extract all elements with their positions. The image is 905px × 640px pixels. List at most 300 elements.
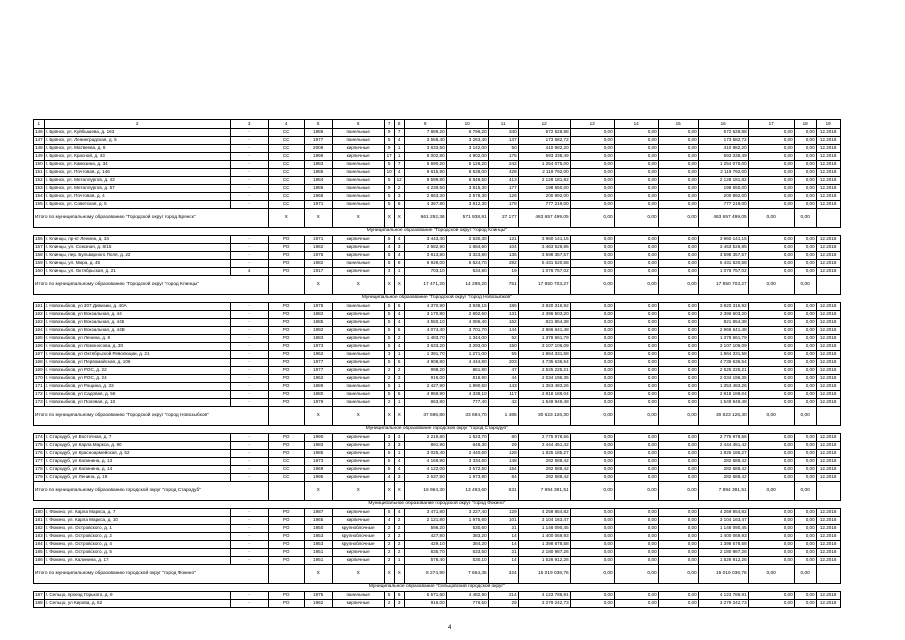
table-cell: 0,00 — [748, 201, 794, 209]
table-cell: 176 — [34, 450, 45, 458]
table-cell: 2 578,30 — [446, 193, 488, 201]
table-cell: 0,00 — [570, 509, 614, 517]
table-row — [34, 466, 841, 474]
table-cell: 182 — [34, 525, 45, 533]
table-cell: кирпичные — [332, 375, 384, 383]
table-cell: 0,00 — [658, 327, 698, 335]
table-cell: РО — [268, 244, 304, 252]
total-cell: 7 894 391,51 — [698, 482, 748, 501]
table-cell: 0,00 — [570, 367, 614, 375]
table-cell: 200 892,00 — [698, 193, 748, 201]
table-cell: 0,00 — [614, 391, 658, 399]
table-cell: 5 — [384, 303, 394, 311]
table-cell: г. Клинцы, ул. Союзная, д. 8/15 — [44, 244, 230, 252]
total-cell: 1 485 — [488, 407, 518, 426]
table-cell: 0,00 — [614, 600, 658, 608]
table-cell: 1 254 075,00 — [698, 161, 748, 169]
table-cell: 4 — [384, 244, 394, 252]
table-cell: 5 — [384, 450, 394, 458]
table-cell: 151 — [34, 169, 45, 177]
table-cell: 2 — [384, 399, 394, 407]
table-cell: 12.2018 — [816, 137, 840, 145]
table-cell: СС — [268, 145, 304, 153]
table-cell: кирпичные — [332, 517, 384, 525]
table-cell: 148 — [488, 458, 518, 466]
total-cell: X — [394, 209, 404, 228]
table-cell: - — [230, 185, 268, 193]
table-cell: - — [230, 375, 268, 383]
table-cell: 0,00 — [570, 466, 614, 474]
table-cell: 2 775 978,56 — [698, 434, 748, 442]
total-label: Итого по муниципальному образованию "Городской округ "город Клинцы" — [34, 276, 269, 295]
table-cell: 3 — [394, 434, 404, 442]
table-cell: РО — [268, 399, 304, 407]
table-cell: 1962 — [304, 351, 332, 359]
table-cell: РО — [268, 236, 304, 244]
table-cell: 428 — [488, 169, 518, 177]
table-cell: РО — [268, 549, 304, 557]
table-cell: РО — [268, 311, 304, 319]
table-cell: РО — [268, 592, 304, 600]
table-cell: 0,00 — [794, 311, 816, 319]
table-cell: 12.2018 — [816, 268, 840, 276]
table-cell: 0,00 — [614, 129, 658, 137]
table-row — [34, 525, 841, 533]
table-cell: 150 — [488, 343, 518, 351]
table-cell: 4 122,00 — [404, 466, 446, 474]
table-cell: 4 — [394, 343, 404, 351]
table-cell: 2 582,90 — [404, 244, 446, 252]
column-number-cell: 17 — [748, 120, 794, 129]
table-cell: 3 104 163,47 — [698, 517, 748, 525]
table-cell: г. Новозыбков, ул Вокзальная, д. 44В — [44, 327, 230, 335]
table-cell: 5 — [384, 592, 394, 600]
table-cell: панельные — [332, 137, 384, 145]
table-cell: 0,00 — [614, 549, 658, 557]
table-cell: 12.2018 — [816, 193, 840, 201]
table-cell: 0,00 — [570, 375, 614, 383]
total-cell: 463 657 499,05 — [518, 209, 570, 228]
total-cell: 15 019 036,76 — [518, 565, 570, 584]
table-cell: 12.2018 — [816, 557, 840, 565]
table-cell: 1985 — [304, 169, 332, 177]
total-cell — [816, 482, 840, 501]
table-cell: 0,00 — [658, 252, 698, 260]
table-cell: 777 219,00 — [698, 201, 748, 209]
table-cell: 0,00 — [570, 319, 614, 327]
table-row — [34, 303, 841, 311]
table-cell: 4 959,90 — [404, 391, 446, 399]
total-label: Итого по муниципальному образованию городской округ "город Стародуб" — [34, 482, 269, 501]
total-cell: 661 292,36 — [404, 209, 446, 228]
table-cell: кирпичные — [332, 367, 384, 375]
table-cell: 1 526 912,26 — [518, 557, 570, 565]
table-cell: 8 002,80 — [404, 153, 446, 161]
table-cell: 0,00 — [570, 327, 614, 335]
table-cell: 0,00 — [658, 335, 698, 343]
total-cell: 0,00 — [658, 209, 698, 228]
table-cell: 1 353 483,26 — [698, 383, 748, 391]
table-cell: 5 — [384, 509, 394, 517]
table-cell: 174 — [34, 434, 45, 442]
column-number-cell: 8 — [394, 120, 404, 129]
table-cell: 12.2018 — [816, 399, 840, 407]
total-cell: 7 664,35 — [446, 565, 488, 584]
column-number-cell: 4 — [268, 120, 304, 129]
table-cell: крупноблочные — [332, 525, 384, 533]
table-cell: 12.2018 — [816, 391, 840, 399]
table-cell: кирпичные — [332, 244, 384, 252]
total-cell: X — [384, 209, 394, 228]
table-cell: 162 — [34, 311, 45, 319]
table-cell: 0,00 — [794, 517, 816, 525]
table-cell: г. Новозыбков, ул Ленина, д. 8 — [44, 335, 230, 343]
table-row — [34, 351, 841, 359]
table-cell: 50 — [488, 145, 518, 153]
table-cell: 6 — [394, 592, 404, 600]
total-row — [34, 276, 841, 295]
table-cell: г. Новозыбков, ул Садовая, д. 56 — [44, 391, 230, 399]
table-cell: 0,00 — [658, 517, 698, 525]
table-cell: 1 — [394, 399, 404, 407]
table-cell: - — [230, 533, 268, 541]
table-cell: 3 323,80 — [446, 252, 488, 260]
table-cell: 0,00 — [794, 169, 816, 177]
table-cell: 2 — [384, 533, 394, 541]
table-cell: 148 — [34, 145, 45, 153]
table-cell: 172 — [34, 391, 45, 399]
table-cell: 29 — [488, 442, 518, 450]
table-cell: 1 — [394, 153, 404, 161]
table-cell: 0,00 — [748, 399, 794, 407]
table-cell: 0,00 — [570, 383, 614, 391]
table-cell: 166 — [34, 343, 45, 351]
table-row — [34, 458, 841, 466]
table-row — [34, 600, 841, 608]
table-row — [34, 236, 841, 244]
table-cell: 185 — [34, 549, 45, 557]
table-cell: 530,10 — [446, 557, 488, 565]
table-cell: 0,00 — [658, 434, 698, 442]
table-cell: 0,00 — [794, 335, 816, 343]
table-cell: 135 — [488, 252, 518, 260]
total-cell: 571 938,91 — [446, 209, 488, 228]
total-cell — [816, 565, 840, 584]
table-cell: 0,00 — [614, 399, 658, 407]
table-cell: 3 334,60 — [446, 458, 488, 466]
table-cell: РО — [268, 541, 304, 549]
table-cell: 1 — [394, 145, 404, 153]
table-cell: кирпичные — [332, 359, 384, 367]
table-cell: 4 169,90 — [404, 458, 446, 466]
table-cell: г. Сельцо, ул Кирова, д. 52 — [44, 600, 230, 608]
table-cell: 0,00 — [570, 600, 614, 608]
table-cell: СС — [268, 161, 304, 169]
total-cell: 0,00 — [794, 482, 816, 501]
table-cell: 21 — [488, 525, 518, 533]
table-cell: 6 796,20 — [446, 129, 488, 137]
table-cell: 1982 — [304, 311, 332, 319]
table-row — [34, 193, 841, 201]
table-cell: 0,00 — [570, 311, 614, 319]
total-cell: 0,00 — [614, 482, 658, 501]
table-cell: 12.2018 — [816, 343, 840, 351]
table-cell: кирпичные — [332, 327, 384, 335]
table-cell: 0,00 — [614, 557, 658, 565]
column-number-cell: 1 — [34, 120, 45, 129]
table-cell: 0,00 — [748, 327, 794, 335]
table-cell: 0,00 — [658, 185, 698, 193]
total-cell: 0,00 — [614, 565, 658, 584]
column-number-cell: 9 — [404, 120, 446, 129]
table-cell: 0,00 — [658, 442, 698, 450]
table-cell: - — [230, 450, 268, 458]
table-cell: 12.2018 — [816, 319, 840, 327]
table-cell: 1 975,60 — [446, 517, 488, 525]
table-row — [34, 319, 841, 327]
table-cell: 0,00 — [570, 169, 614, 177]
table-cell: кирпичные — [332, 450, 384, 458]
table-cell: кирпичные — [332, 442, 384, 450]
table-cell: 4 — [394, 236, 404, 244]
total-cell: 0,00 — [658, 407, 698, 426]
table-cell: 0,00 — [658, 351, 698, 359]
table-cell: 29 — [488, 600, 518, 608]
table-cell: 0,00 — [658, 549, 698, 557]
total-cell: X — [384, 276, 394, 295]
table-cell: 19 — [488, 268, 518, 276]
table-cell: 1978 — [304, 303, 332, 311]
table-cell: 0,00 — [794, 153, 816, 161]
housing-repair-table — [33, 119, 841, 608]
table-cell: 8 — [394, 260, 404, 268]
table-cell: 12.2018 — [816, 525, 840, 533]
table-cell: 0,00 — [658, 319, 698, 327]
table-cell: 117 — [488, 391, 518, 399]
table-cell: 1951 — [304, 549, 332, 557]
table-row — [34, 311, 841, 319]
table-cell: 177 — [34, 458, 45, 466]
table-cell: 0,00 — [658, 458, 698, 466]
table-cell: 1965 — [304, 517, 332, 525]
table-cell: г. Фокино, ул. Островского, д. 2 — [44, 533, 230, 541]
table-cell: кирпичные — [332, 434, 384, 442]
table-cell: 891,90 — [404, 442, 446, 450]
table-cell: 17 — [384, 153, 394, 161]
table-cell: 3 227,40 — [446, 509, 488, 517]
table-cell: 0,00 — [614, 201, 658, 209]
table-cell: 2 427,90 — [404, 383, 446, 391]
table-cell: 2 966 641,48 — [698, 327, 748, 335]
table-row — [34, 244, 841, 252]
table-cell: 0,00 — [794, 450, 816, 458]
table-cell: 0,00 — [570, 533, 614, 541]
table-cell: г. Новозыбков, ул Полевая, д. 10 — [44, 399, 230, 407]
table-cell: 1 400 069,93 — [518, 533, 570, 541]
total-row — [34, 209, 841, 228]
table-cell: СС — [268, 193, 304, 201]
table-cell: 1 864 331,58 — [518, 351, 570, 359]
total-cell: 631 — [488, 482, 518, 501]
table-row — [34, 517, 841, 525]
table-cell: 0,00 — [658, 193, 698, 201]
table-cell: 0,00 — [614, 236, 658, 244]
table-cell: 2 444 451,42 — [518, 442, 570, 450]
total-label: Итого по муниципальному образованию "Городской округ "город Новозыбков" — [34, 407, 269, 426]
table-cell: г. Новозыбков, ул Первомайская, д. 106 — [44, 359, 230, 367]
table-cell: 0,00 — [570, 177, 614, 185]
table-cell: г. Фокино, ул. Карла Маркса, д. 7 — [44, 509, 230, 517]
table-cell: СС — [268, 169, 304, 177]
table-cell: - — [230, 161, 268, 169]
table-row — [34, 137, 841, 145]
table-cell: 6 — [394, 359, 404, 367]
table-cell: 2 444 451,42 — [698, 442, 748, 450]
table-cell: 1 990,50 — [446, 383, 488, 391]
table-cell: 175 — [34, 442, 45, 450]
table-cell: 2 128 181,82 — [518, 177, 570, 185]
table-cell: 0,00 — [794, 161, 816, 169]
table-cell: г. Клинцы, ул. Мира, д. 46 — [44, 260, 230, 268]
table-cell: 916,00 — [404, 600, 446, 608]
table-cell: 167 — [34, 351, 45, 359]
table-cell: 0,00 — [570, 193, 614, 201]
table-cell: 12 — [394, 177, 404, 185]
table-cell: РО — [268, 327, 304, 335]
table-cell: 0,00 — [748, 383, 794, 391]
table-cell: 7 — [394, 161, 404, 169]
table-cell: 4 — [394, 458, 404, 466]
table-cell: РО — [268, 517, 304, 525]
table-cell: 0,00 — [570, 391, 614, 399]
table-cell: 3 279 242,73 — [698, 600, 748, 608]
table-cell: 0,00 — [570, 153, 614, 161]
table-cell: 5 — [384, 335, 394, 343]
table-cell: 128 — [488, 450, 518, 458]
table-cell: 0,00 — [658, 367, 698, 375]
table-cell: панельные — [332, 169, 384, 177]
table-cell: 12.2018 — [816, 244, 840, 252]
table-cell: панельные — [332, 399, 384, 407]
table-cell: 1 825 185,27 — [698, 450, 748, 458]
table-cell: 12.2018 — [816, 600, 840, 608]
table-cell: 593 338,49 — [698, 153, 748, 161]
table-row — [34, 145, 841, 153]
table-cell: 0,00 — [658, 343, 698, 351]
table-cell: кирпичные — [332, 343, 384, 351]
table-cell: 3 598 357,57 — [518, 252, 570, 260]
table-cell: - — [230, 201, 268, 209]
table-cell: 12.2018 — [816, 153, 840, 161]
table-cell: 282 588,42 — [518, 458, 570, 466]
column-number-cell: 19 — [816, 120, 840, 129]
table-cell: 149 — [34, 153, 45, 161]
table-cell: г. Клинцы, пер. Бульварного Поля, д. 22 — [44, 252, 230, 260]
table-cell: 0,00 — [614, 359, 658, 367]
table-cell: 1 398 678,58 — [698, 541, 748, 549]
table-cell: СС — [268, 153, 304, 161]
table-cell: 1953 — [304, 541, 332, 549]
table-cell: 2 121,80 — [404, 517, 446, 525]
table-cell: 3 960 141,15 — [518, 236, 570, 244]
column-number-cell: 13 — [570, 120, 614, 129]
total-row — [34, 565, 841, 584]
table-cell: 2 — [384, 525, 394, 533]
table-cell: 9 — [384, 129, 394, 137]
table-cell: СС — [268, 185, 304, 193]
table-cell: 1953 — [304, 533, 332, 541]
table-cell: - — [230, 359, 268, 367]
table-cell: 0,00 — [794, 201, 816, 209]
table-cell: - — [230, 399, 268, 407]
table-cell: 0,00 — [794, 351, 816, 359]
table-cell: 173 — [34, 399, 45, 407]
total-cell: X — [394, 565, 404, 584]
table-cell: 2 — [384, 367, 394, 375]
table-cell: 0,00 — [794, 319, 816, 327]
table-cell: 175 — [488, 153, 518, 161]
table-cell: 0,00 — [794, 466, 816, 474]
column-number-cell: 16 — [698, 120, 748, 129]
table-cell: 0,00 — [658, 557, 698, 565]
table-cell: 2 — [384, 541, 394, 549]
total-cell: 0,00 — [748, 482, 794, 501]
table-cell: 1971 — [304, 201, 332, 209]
table-cell: 10 — [384, 169, 394, 177]
table-cell: 1 353 483,26 — [518, 383, 570, 391]
table-cell: 12.2018 — [816, 466, 840, 474]
table-cell: г. Брянск, ул. Матвеева, д. 8 — [44, 145, 230, 153]
table-cell: РО — [268, 525, 304, 533]
table-cell: 0,00 — [748, 525, 794, 533]
total-cell: 0,00 — [748, 565, 794, 584]
table-cell: 0,00 — [794, 303, 816, 311]
total-cell: X — [304, 565, 332, 584]
table-cell: 186 — [34, 557, 45, 565]
table-cell: 179 — [34, 474, 45, 482]
table-cell: 12.2018 — [816, 474, 840, 482]
table-cell: 4 086,40 — [446, 319, 488, 327]
table-cell: 1969 — [304, 466, 332, 474]
table-cell: 183 — [34, 533, 45, 541]
total-cell: X — [332, 482, 384, 501]
table-cell: 1 271,00 — [446, 351, 488, 359]
column-number-cell: 10 — [446, 120, 488, 129]
table-row — [34, 434, 841, 442]
table-cell: 5 — [384, 319, 394, 327]
table-cell: РО — [268, 383, 304, 391]
table-cell: 3 558,40 — [404, 137, 446, 145]
table-cell: 12.2018 — [816, 311, 840, 319]
table-cell: 2 128 181,82 — [698, 177, 748, 185]
table-cell: 0,00 — [658, 466, 698, 474]
table-cell: - — [230, 557, 268, 565]
total-cell: 0,00 — [614, 407, 658, 426]
total-cell: 0,00 — [658, 565, 698, 584]
table-cell: 2 530,30 — [446, 236, 488, 244]
table-cell: 8 848,50 — [446, 177, 488, 185]
table-cell: - — [230, 193, 268, 201]
table-cell: 147 — [488, 137, 518, 145]
table-cell: 0,00 — [658, 268, 698, 276]
table-cell: 0,00 — [614, 244, 658, 252]
table-cell: - — [230, 517, 268, 525]
total-cell — [268, 482, 304, 501]
column-number-cell: 12 — [518, 120, 570, 129]
table-cell: 5 — [384, 236, 394, 244]
table-cell: 1 549 949,48 — [518, 399, 570, 407]
table-cell: СС — [268, 201, 304, 209]
